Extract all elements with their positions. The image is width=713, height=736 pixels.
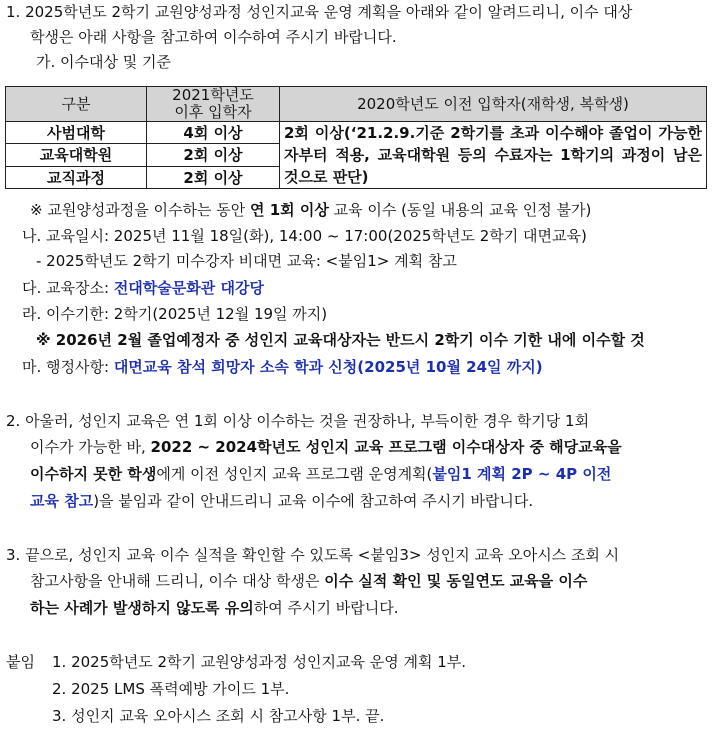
section3-line3-post: 하여 주시기 바랍니다. (253, 599, 399, 617)
eligibility-table (5, 86, 707, 189)
header-2021: 2021학년도 이후 입학자 (147, 87, 280, 122)
section2-line3-bold: 이수하지 못한 학생 (30, 465, 157, 483)
row-count: 2회 이상 (147, 144, 280, 166)
table-note: 2회 이상(‘21.2.9.기준 2학기를 초과 이수해야 졸업이 가능한 자부터 적용, 교육대학원 등의 수료자는 1학기의 과정이 남은 것으로 판단) (280, 122, 707, 189)
section3-line3 (30, 597, 398, 619)
sub-ma-label: 마. 행정사항: (22, 358, 114, 376)
table-header-row (6, 87, 707, 122)
attachment-item: 2. 2025 LMS 폭력예방 가이드 1부. (52, 680, 290, 698)
sub-ra: 라. 이수기한: 2학기(2025년 12월 19일 까지) (22, 305, 328, 323)
section2-line2 (30, 436, 622, 458)
section2-line2-pre: 이수가 가능한 바, (30, 438, 151, 456)
remark-line (30, 199, 591, 221)
sub-ma-value: 대면교육 참석 희망자 소속 학과 신청(2025년 10월 24일 까지) (113, 358, 543, 376)
section3-line2-bold: 이수 실적 확인 및 동일연도 교육을 이수 (324, 572, 588, 590)
row-count: 2회 이상 (147, 166, 280, 188)
table-row (6, 122, 707, 144)
section3-line2-pre: 참고사항을 안내해 드리니, 이수 대상 학생은 (30, 572, 325, 590)
section3-line3-bold: 하는 사례가 발생하지 않도록 유의 (30, 599, 254, 617)
attachment-item: 3. 성인지 교육 오아시스 조회 시 참고사항 1부. 끝. (52, 707, 385, 725)
section2-line3 (30, 463, 611, 485)
section2-line4 (30, 490, 533, 512)
section2-line3-blue: 붙임1 계획 2P ~ 4P 이전 (432, 465, 612, 483)
remark-bold: 연 1회 이상 (250, 201, 329, 219)
attachments-label: 붙임 (6, 653, 35, 671)
row-category: 교직과정 (6, 166, 147, 188)
section3-line1: 3. 끝으로, 성인지 교육 이수 실적을 확인할 수 있도록 <붙임3> 성인지 교육 오아시스 조회 시 (6, 546, 620, 564)
remark-pre: ※ 교원양성과정을 이수하는 동안 (30, 201, 251, 219)
sub-na: 나. 교육일시: 2025년 11월 18일(화), 14:00 ~ 17:00(2025학년도 2학기 대면교육) (22, 227, 587, 245)
row-category: 교육대학원 (6, 144, 147, 166)
section2-line4-blue: 교육 참고 (30, 492, 94, 510)
row-category: 사범대학 (6, 122, 147, 144)
section2-line2-bold: 2022 ~ 2024학년도 성인지 교육 프로그램 이수대상자 중 해당교육을 (150, 438, 622, 456)
attachment-item: 1. 2025학년도 2학기 교원양성과정 성인지교육 운영 계획 1부. (52, 653, 467, 671)
section1-line1: 1. 2025학년도 2학기 교원양성과정 성인지교육 운영 계획을 아래와 같이 알려드리니, 이수 대상 (6, 3, 633, 21)
sub-ga: 가. 이수대상 및 기준 (36, 53, 171, 71)
section1-line2: 학생은 아래 사항을 참고하여 이수하여 주시기 바랍니다. (30, 28, 397, 46)
remark-post: 교육 이수 (동일 내용의 교육 인정 불가) (328, 201, 592, 219)
section2-line1: 2. 아울러, 성인지 교육은 연 1회 이상 이수하는 것을 권장하나, 부득이한 경우 학기당 1회 (6, 412, 590, 430)
header-category: 구분 (6, 87, 147, 122)
header-2020: 2020학년도 이전 입학자(재학생, 복학생) (280, 87, 707, 122)
section3-line2 (30, 570, 587, 592)
section2-line3-mid: 에게 이전 성인지 교육 프로그램 운영계획( (156, 465, 433, 483)
sub-da-label: 다. 교육장소: (22, 279, 114, 297)
sub-ma (22, 356, 543, 378)
sub-ra-note: ※ 2026년 2월 졸업예정자 중 성인지 교육대상자는 반드시 2학기 이수 기한 내에 이수할 것 (36, 331, 645, 349)
row-count: 4회 이상 (147, 122, 280, 144)
section2-line4-post: )을 붙임과 같이 안내드리니 교육 이수에 참고하여 주시기 바랍니다. (93, 492, 534, 510)
sub-na-dash: - 2025학년도 2학기 미수강자 비대면 교육: <붙임1> 계획 참고 (36, 252, 457, 270)
sub-da (22, 277, 264, 299)
sub-da-value: 전대학술문화관 대강당 (113, 279, 264, 297)
